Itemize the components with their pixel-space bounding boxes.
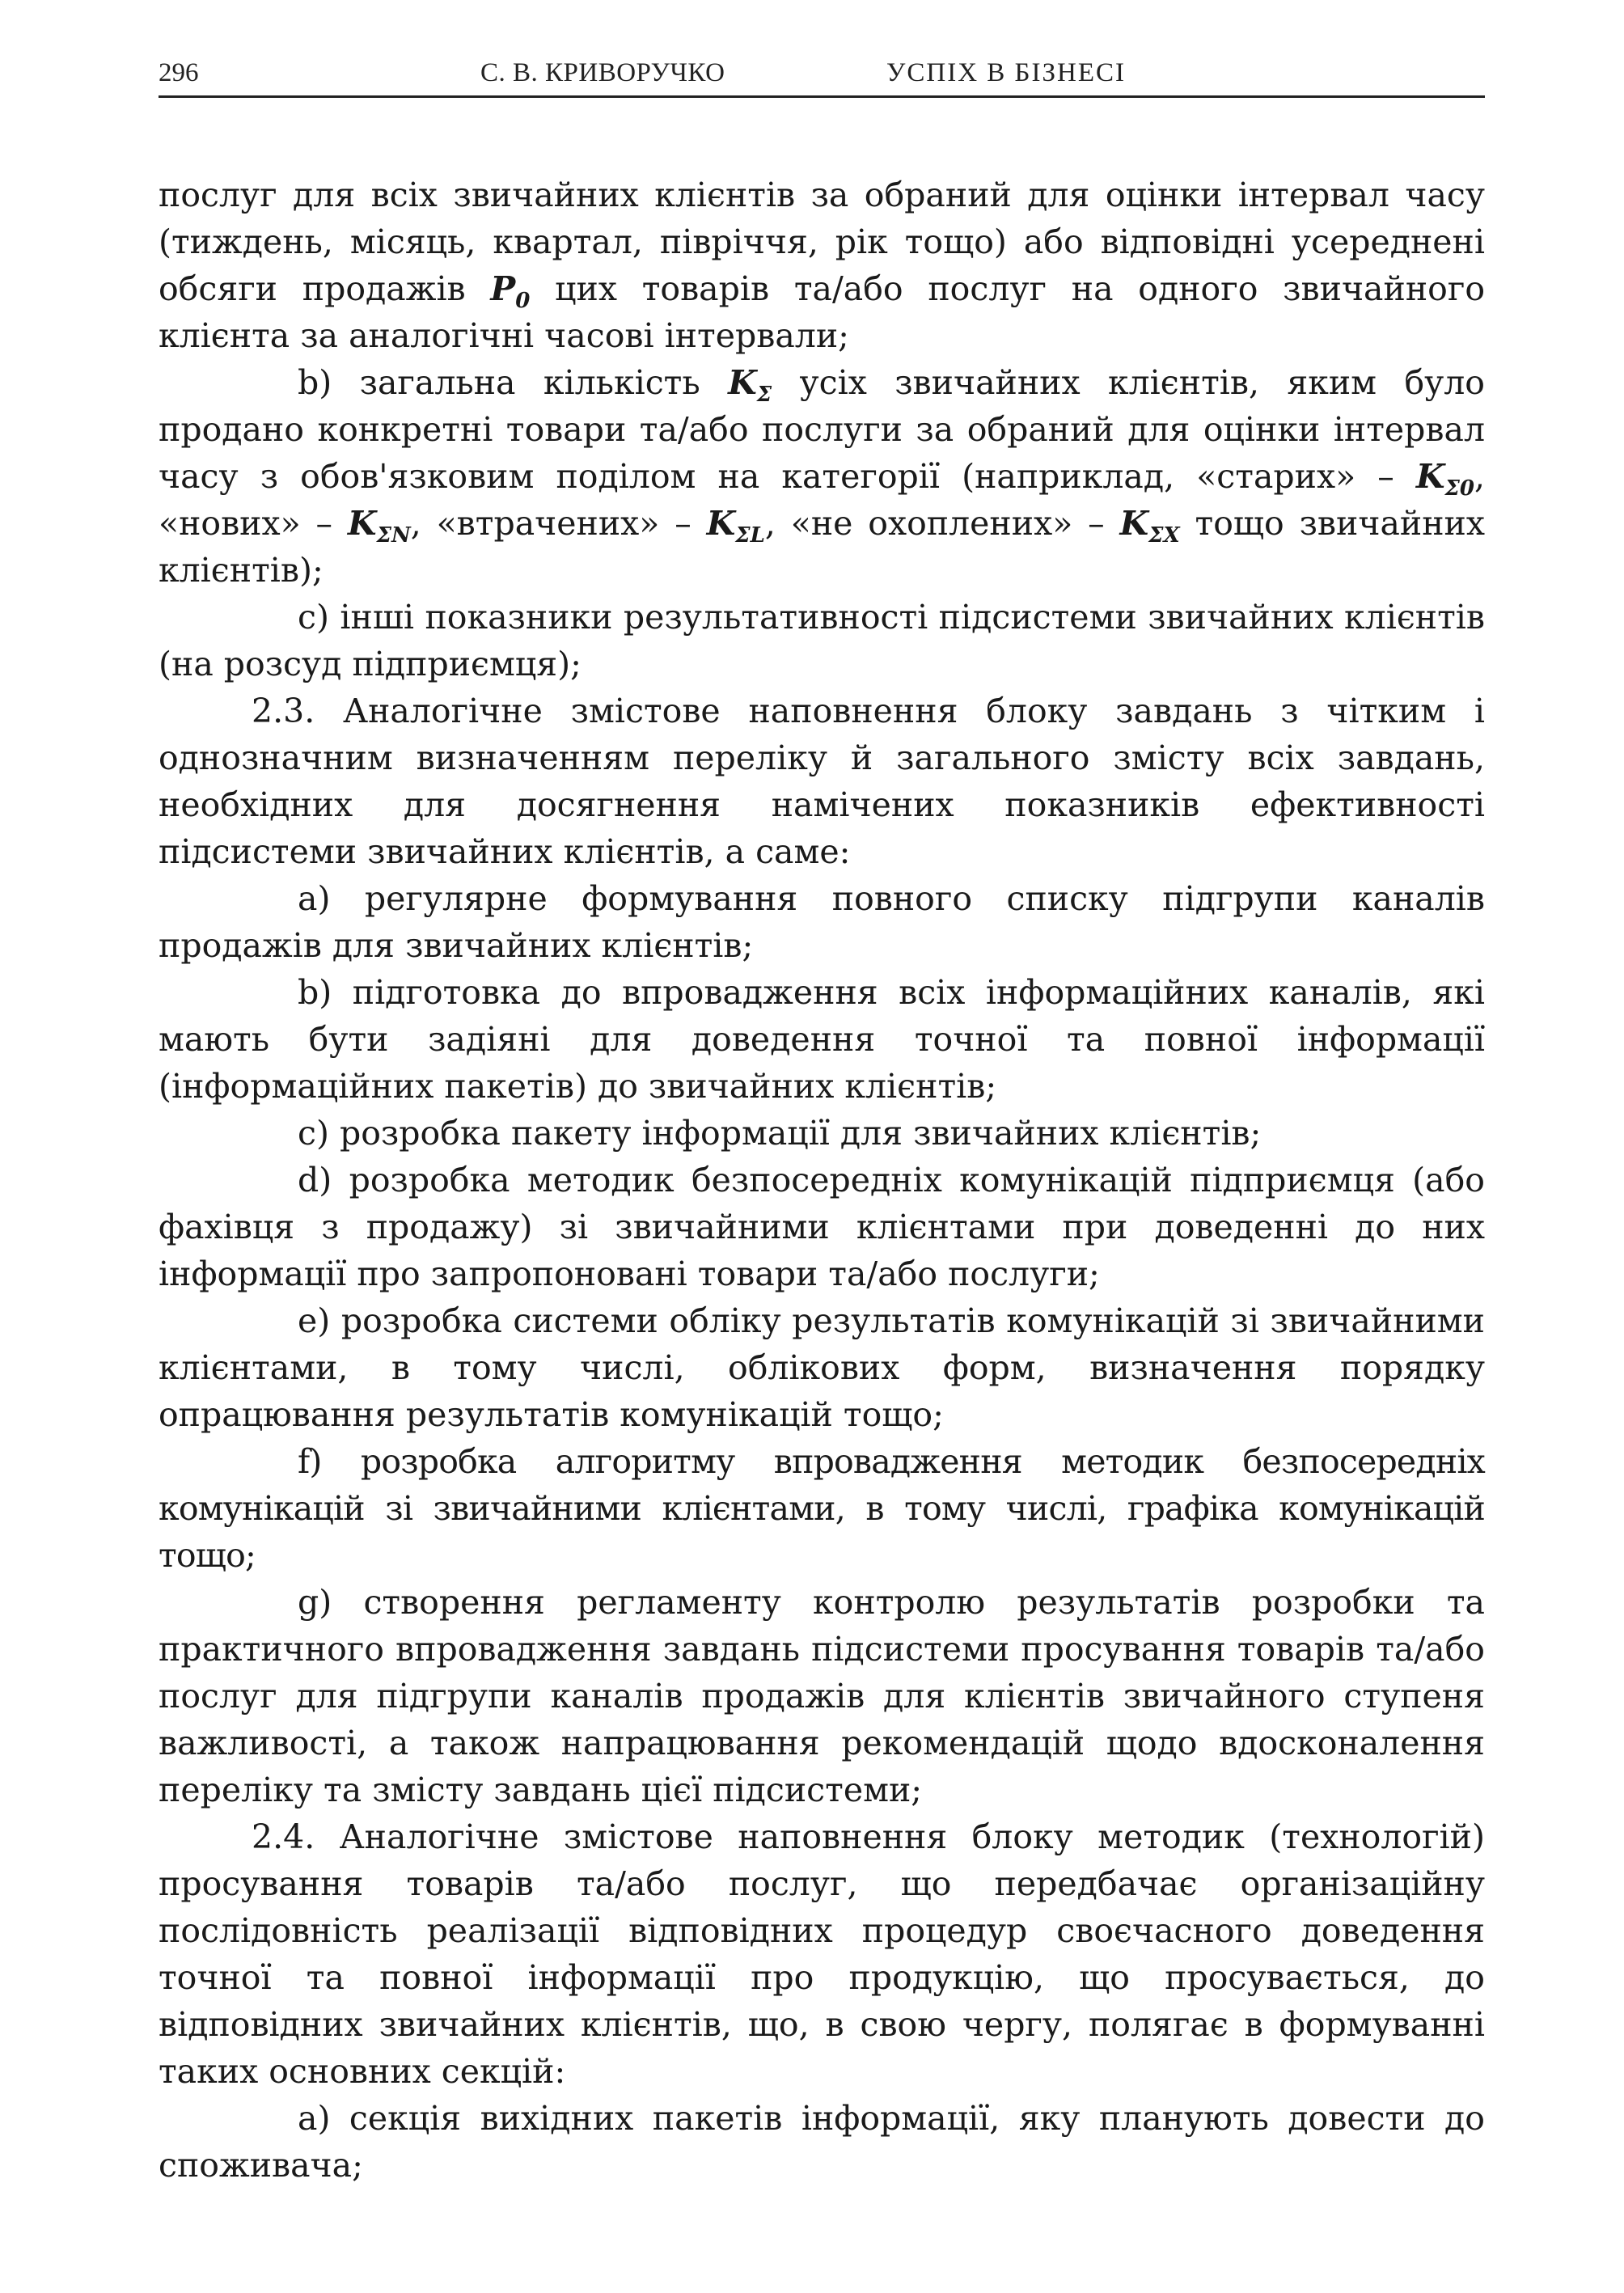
- paragraph-2-item-b: b) загальна кількість $K_\Sigma$ усіх звичайних клієнтів, яким було продано конкретні товари та/або послуги за обраний для оцінки інтервал часу з обов'язковим поділом на категорії (наприклад, «старих» – $K_{\Sigma 0}$, «нових» – $K_{\Sigma N}$, «втрачених» – $K_{\Sigma L}$, «не охоплених» – $K_{\Sigma X}$ тощо звичайних клієнтів);: [159, 363, 1485, 590]
- paragraph-1-text-a: послуг для всіх звичайних клієнтів за обраний для оцінки інтервал часу (тиждень, місяць, квартал, півріччя, рік тощо) або відповідні усереднені обсяги продажів: [159, 176, 1485, 308]
- symbol-p0: $P_0$: [490, 269, 531, 314]
- paragraph-3-item-c: c) інші показники результативності підсистеми звичайних клієнтів (на розсуд підприємця);: [159, 598, 1485, 683]
- symbol-k-sigma-l: $K_{\Sigma L}$: [706, 504, 765, 548]
- symbol-k-sigma-n: $K_{\Sigma N}$: [347, 504, 411, 548]
- header-book-title: УСПІХ В БІЗНЕСІ: [886, 58, 1126, 87]
- page-body: [159, 171, 1485, 2189]
- paragraph-5-item-a: a) регулярне формування повного списку підгрупи каналів продажів для звичайних клієнтів;: [159, 879, 1485, 965]
- paragraph-6-item-b: b) підготовка до впровадження всіх інформаційних каналів, які мають бути задіяні для доведення точної та повної інформації (інформаційних пакетів) до звичайних клієнтів;: [159, 973, 1485, 1106]
- symbol-k-sigma-x: $K_{\Sigma X}$: [1119, 504, 1180, 548]
- running-header: [159, 53, 1485, 98]
- symbol-k-sigma-0: $K_{\Sigma 0}$: [1415, 457, 1474, 501]
- paragraph-1-text-b: цих товарів та/або послуг на одного звичайного клієнта за аналогічні часові інтервали;: [159, 269, 1485, 355]
- paragraph-8-item-d: d) розробка методик безпосередніх комунікацій підприємця (або фахівця з продажу) зі звичайними клієнтами при доведенні до них інформації про запропоновані товари та/або послуги;: [159, 1161, 1485, 1293]
- paragraph-12-section-2-4: 2.4. Аналогічне змістове наповнення блоку методик (технологій) просування товарів та/або послуг, що передбачає організаційну послідовність реалізації відповідних процедур своєчасного доведення точної та повної інформації про продукцію, що просувається, до відповідних звичайних клієнтів, що, в свою чергу, полягає в формуванні таких основних секцій:: [159, 1817, 1485, 2091]
- paragraph-10-item-f: f) розробка алгоритму впровадження методик безпосередніх комунікацій зі звичайними клієнтами, в тому числі, графіка комунікацій тощо;: [159, 1442, 1485, 1575]
- symbol-k-sigma: $K_\Sigma$: [728, 363, 772, 408]
- paragraph-11-item-g: g) створення регламенту контролю результатів розробки та практичного впровадження завдань підсистеми просування товарів та/або послуг для підгрупи каналів продажів для клієнтів звичайного ступеня важливості, а також напрацювання рекомендацій щодо вдосконалення переліку та змісту завдань цієї підсистеми;: [159, 1583, 1485, 1809]
- paragraph-1: [159, 171, 1485, 359]
- paragraph-4-section-2-3: 2.3. Аналогічне змістове наповнення блоку завдань з чітким і однозначним визначенням переліку й загального змісту всіх завдань, необхідних для досягнення намічених показників ефективності підсистеми звичайних клієнтів, а саме:: [159, 692, 1485, 871]
- header-author: С. В. КРИВОРУЧКО: [480, 58, 725, 87]
- paragraph-7-item-c: c) розробка пакету інформації для звичайних клієнтів;: [298, 1114, 1262, 1153]
- page-number: 296: [159, 58, 199, 87]
- paragraph-9-item-e: e) розробка системи обліку результатів комунікацій зі звичайними клієнтами, в тому числі, облікових форм, визначення порядку опрацювання результатів комунікацій тощо;: [159, 1301, 1485, 1434]
- paragraph-13-item-a: a) секція вихідних пакетів інформації, яку планують довести до споживача;: [159, 2099, 1485, 2185]
